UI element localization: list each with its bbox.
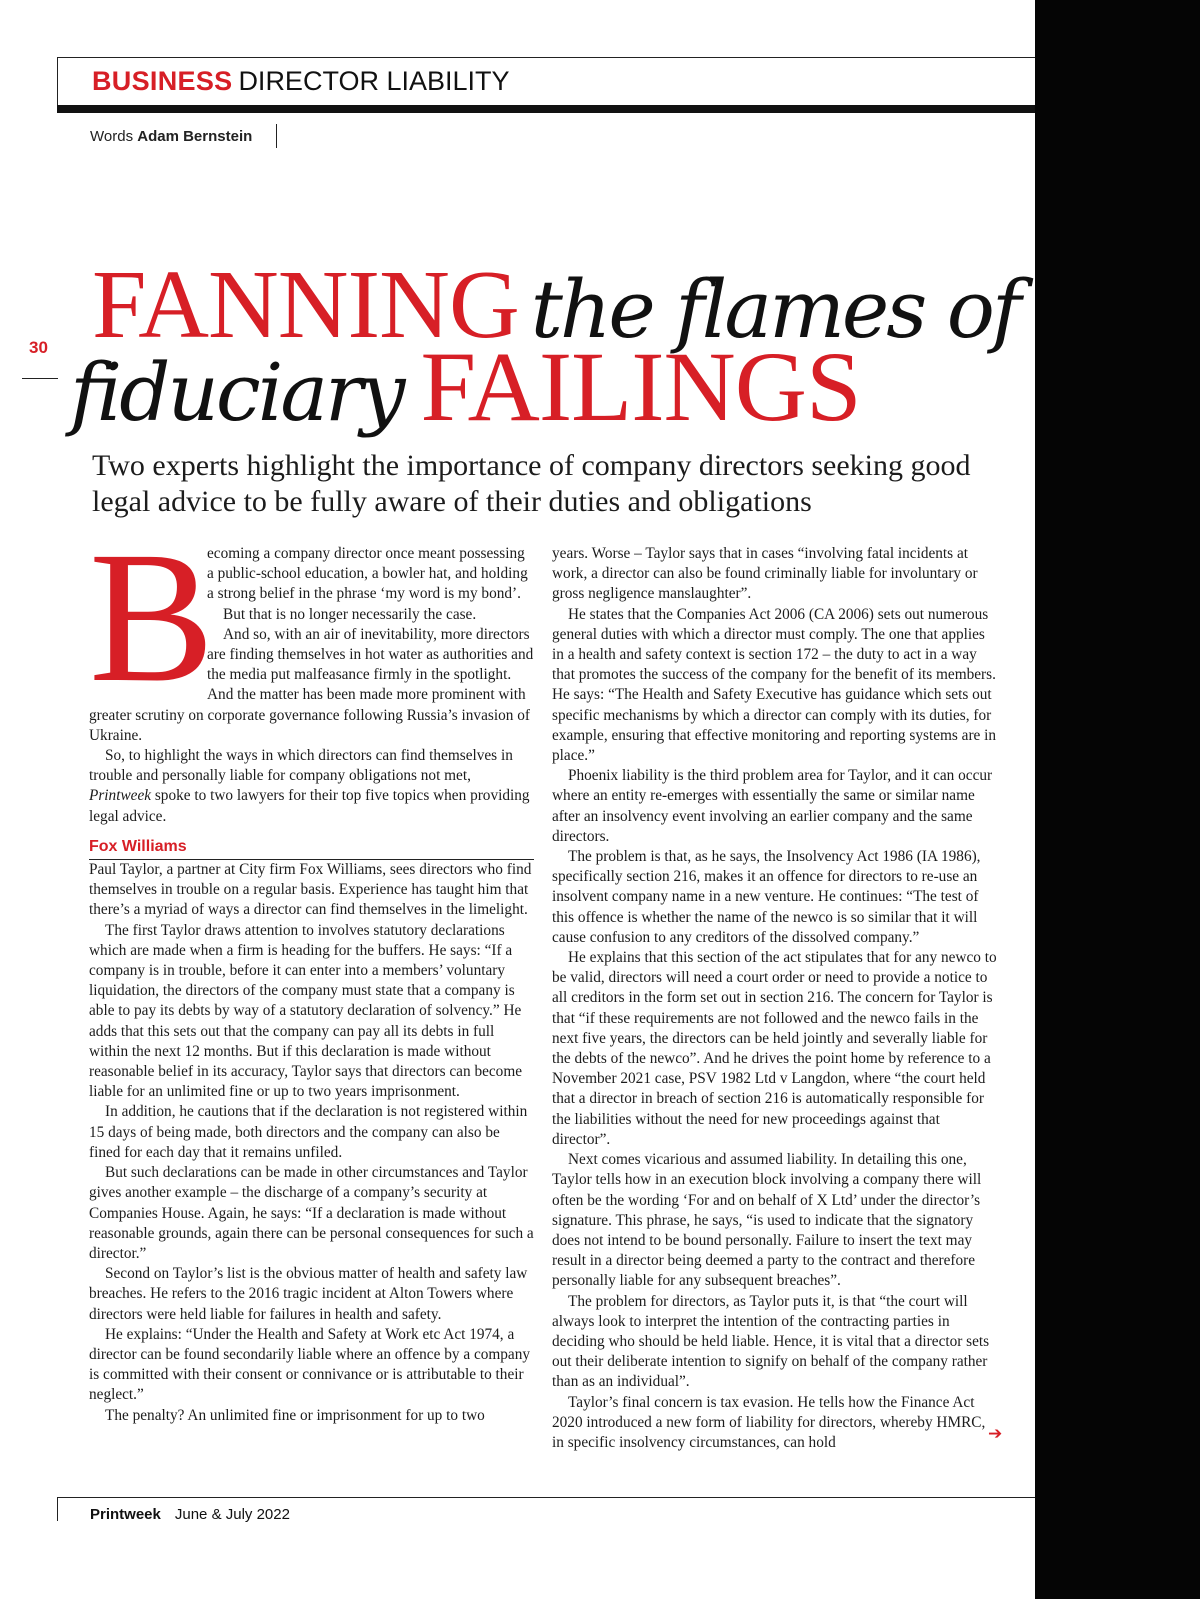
headline-line-2 (70, 331, 861, 442)
body-paragraph: He explains: “Under the Health and Safety at Work etc Act 1974, a director can be found secondarily liable where an offence by a company is committed with their consent or connivance or is attributable to their neglect.” (89, 1325, 531, 1404)
page-number: 30 (29, 338, 48, 357)
body-paragraph: years. Worse – Taylor says that in cases “involving fatal incidents at work, a director can also be found criminally liable for involuntary or gross negligence manslaughter”. (552, 545, 978, 603)
footer-issue-date: June & July 2022 (174, 1506, 290, 1523)
section-label: BUSINESS (92, 66, 233, 96)
section-kicker (92, 66, 510, 97)
headline-italic-1: the flames of (530, 263, 1019, 356)
subhead-fox-williams: Fox Williams (89, 837, 534, 860)
header-frame-top-rule (57, 57, 1035, 58)
page-edge-black-bar (1035, 0, 1200, 1599)
body-paragraph: Paul Taylor, a partner at City firm Fox Williams, sees directors who find themselves in trouble on a regular basis. Experience has taught him that there’s a myriad of ways a director can find themselves in the limelight. (89, 861, 532, 919)
body-paragraph: The penalty? An unlimited fine or imprisonment for up to two (105, 1406, 485, 1424)
header-thick-rule (57, 105, 1035, 113)
page-number-rule (22, 378, 58, 379)
byline-rule (276, 124, 277, 148)
headline-italic-2: fiduciary (70, 346, 403, 439)
lead-paragraph: ecoming a company director once meant possessing a public-school education, a bowler hat, and holding a strong belief in the phrase ‘my word is my bond’. (207, 545, 528, 603)
article-column-2 (552, 544, 997, 1453)
body-paragraph: In addition, he cautions that if the declaration is not registered within 15 days of being made, both directors and the company can also be fined for each day that it remains unfiled. (89, 1103, 528, 1161)
continue-arrow-icon: ➔ (988, 1424, 1003, 1444)
byline-author: Adam Bernstein (137, 128, 253, 145)
body-paragraph: But that is no longer necessarily the case. (223, 605, 477, 623)
body-paragraph: Next comes vicarious and assumed liability. In detailing this one, Taylor tells how in an execution block involving a company there will often be the wording ‘For and on behalf of X Ltd’ under the director’s signature. This phrase, he says, “is used to indicate that the signatory does not intend to be bound personally. Failure to insert the text may result in a director being deemed a party to the contract and therefore personally liable for any subsequent breaches”. (552, 1151, 982, 1290)
body-paragraph: Phoenix liability is the third problem area for Taylor, and it can occur where an entity re-emerges with essentially the same or similar name after an insolvency event involving an earlier company and the same directors. (552, 767, 993, 845)
headline-red-word-1: FANNING (92, 251, 519, 359)
body-paragraph: He states that the Companies Act 2006 (CA 2006) sets out numerous general duties with which a director must comply. The one that applies in a health and safety context is section 172 – the duty to act in a way that promotes the success of the company for the benefit of its members. He says: “The Health and Safety Executive has guidance which sets out specific mechanisms by which a director can comply with its duties, for example, ensuring that effective monitoring and reporting systems are in place.” (552, 605, 997, 765)
footer-left-rule (57, 1497, 58, 1521)
headline-red-word-2: FAILINGS (420, 331, 861, 442)
subsection-label: DIRECTOR LIABILITY (238, 66, 510, 96)
body-paragraph: The problem is that, as he says, the Insolvency Act 1986 (IA 1986), specifically section 216, makes it an offence for directors to re-use an insolvent company name in a new venture. He continues: “The test of this offence is whether the name of the newco is so similar that it will cause confusion to any creditors of the dissolved company.” (552, 848, 981, 946)
publication-name: Printweek (89, 787, 152, 805)
standfirst: Two experts highlight the importance of company directors seeking good legal advice to be fully aware of their duties and obligations (92, 449, 971, 518)
header-frame-left-rule (57, 57, 58, 107)
body-paragraph: The first Taylor draws attention to involves statutory declarations which are made when a firm is heading for the buffers. He says: “If a company is in trouble, before it can enter into a members’ voluntary liquidation, the directors of the company must state that a company is able to pay its debts by way of a statutory declaration of solvency.” He adds that this sets out that the company can pay all its debts in full within the next 12 months. But if this declaration is made without reasonable belief in its accuracy, Taylor says that directors can become liable for an unlimited fine or up to two years imprisonment. (89, 921, 523, 1101)
body-paragraph: The problem for directors, as Taylor puts it, is that “the court will always look to interpret the intention of the contracting parties in deciding who should be held liable. Hence, it is vital that a director sets out their deliberate intention to signify on behalf of the company rather than as an individual”. (552, 1292, 990, 1391)
body-paragraph: Taylor’s final concern is tax evasion. He tells how the Finance Act 2020 introduced a new form of liability for directors, whereby HMRC, in specific insolvency circumstances, can hold (552, 1393, 986, 1451)
body-paragraph: But such declarations can be made in other circumstances and Taylor gives another example – the discharge of a company’s security at Companies House. Again, he says: “If a declaration is made without reasonable grounds, again there can be personal consequences for such a director.” (89, 1164, 534, 1262)
drop-cap: B (89, 512, 215, 721)
body-paragraph: And so, with an air of inevitability, more directors are finding themselves in hot water as authorities and the media put malfeasance firmly in the spotlight. And the matter has been made more prominent with greater scrutiny on corporate governance following Russia’s invasion of Ukraine. (89, 625, 534, 744)
body-paragraph: Second on Taylor’s list is the obvious matter of health and safety law breaches. He refers to the 2016 tragic incident at Alton Towers where directors were held liable for failures in health and safety. (89, 1265, 528, 1323)
body-paragraph: He explains that this section of the act stipulates that for any newco to be valid, directors will need a court order or need to provide a notice to all creditors in the form set out in section 216. The concern for Taylor is that “if these requirements are not followed and the newco fails in the next five years, the directors can be held jointly and severally liable for the debts of the newco”. And he drives the point home by reference to a November 2021 case, PSV 1982 Ltd v Langdon, where “the court held that a director in breach of section 216 is automatically responsible for the liabilities without the need for new proceedings against that director”. (552, 949, 997, 1148)
footer-rule (57, 1497, 1035, 1498)
page-footer (90, 1506, 290, 1523)
byline-prefix: Words (90, 128, 134, 145)
body-paragraph-printweek: So, to highlight the ways in which directors can find themselves in trouble and personally liable for company obligations not met, Printweek spoke to two lawyers for their top five topics when providing legal advice. (89, 747, 530, 825)
footer-magazine-name: Printweek (90, 1506, 161, 1523)
byline (90, 128, 252, 145)
article-column-1 (89, 512, 534, 1426)
